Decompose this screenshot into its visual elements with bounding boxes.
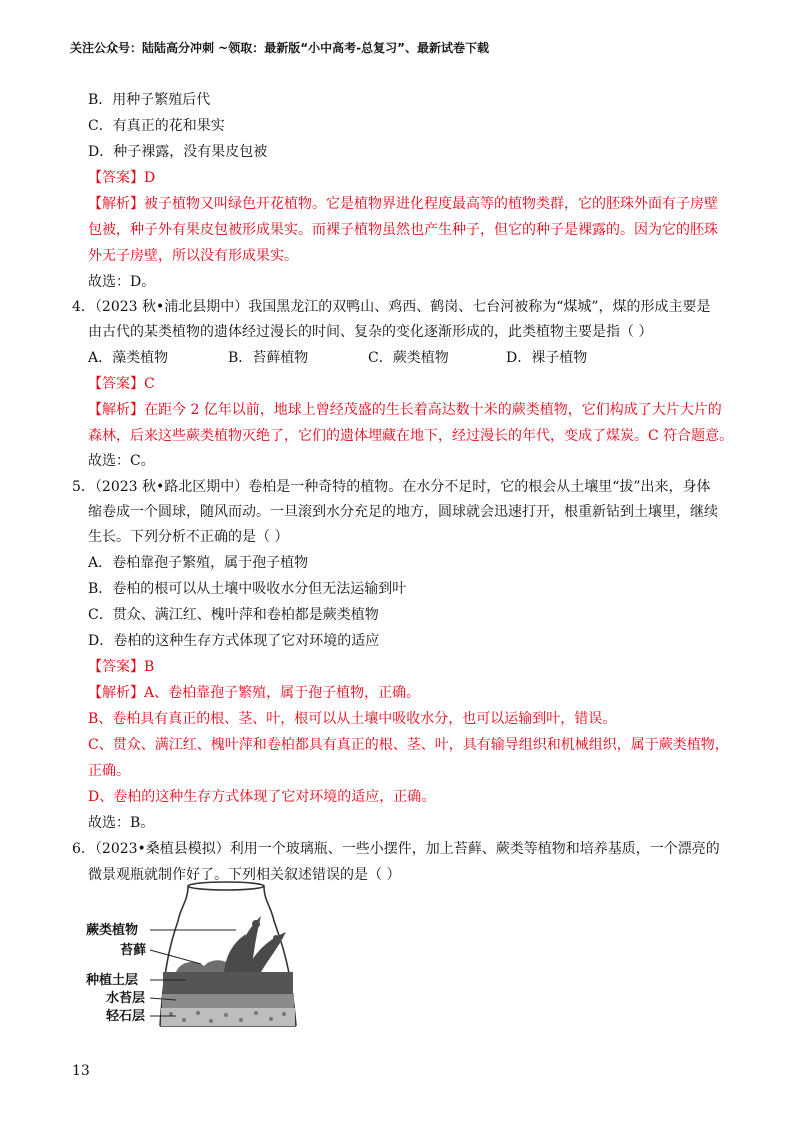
label-moss: 苔藓 <box>120 943 147 958</box>
q5-analysis-line: 正确。 <box>88 763 130 779</box>
q3-option-d: D．种子裸露，没有果皮包被 <box>88 144 268 160</box>
q5-analysis-line: 【解析】A、卷柏靠孢子繁殖，属于孢子植物，正确。 <box>88 685 421 701</box>
gravel-layer <box>161 1008 295 1026</box>
q6-stem-line: 6．（2023•桑植县模拟）利用一个玻璃瓶、一些小摆件，加上苔藓、蕨类等植物和培养基质，一个漂亮的 <box>72 841 720 857</box>
q4-choose: 故选：C。 <box>88 453 155 469</box>
q5-option-b: B．卷柏的根可以从土壤中吸收水分但无法运输到叶 <box>88 581 407 597</box>
q4-option-b: B．苔藓植物 <box>228 350 309 366</box>
sphagnum-layer <box>162 994 294 1008</box>
q4-analysis-line: 森林，后来这些蕨类植物灭绝了，它们的遗体埋藏在地下，经过漫长的年代，变成了煤炭。C 符合题意。 <box>88 428 734 444</box>
q5-analysis-line: D、卷柏的这种生存方式体现了它对环境的适应，正确。 <box>88 789 436 805</box>
fern-plant <box>224 916 286 972</box>
label-fern: 蕨类植物 <box>86 923 139 938</box>
q3-analysis-line: 【解析】被子植物又叫绿色开花植物。它是植物界进化程度最高等的植物类群，它的胚珠外面有子房壁 <box>88 196 718 212</box>
q5-option-a: A．卷柏靠孢子繁殖，属于孢子植物 <box>88 555 309 571</box>
terrarium-figure <box>86 876 336 1036</box>
q5-choose: 故选：B。 <box>88 815 155 831</box>
page-number: 13 <box>72 1063 90 1079</box>
q5-analysis-line: B、卷柏具有真正的根、茎、叶，根可以从土壤中吸收水分，也可以运输到叶，错误。 <box>88 711 617 727</box>
q3-option-b: B．用种子繁殖后代 <box>88 92 211 108</box>
q4-option-d: D．裸子植物 <box>506 350 588 366</box>
q5-analysis-line: C、贯众、满江红、槐叶萍和卷柏都具有真正的根、茎、叶，具有输导组织和机械组织，属于蕨类植物， <box>88 737 729 753</box>
label-sphagnum: 水苔层 <box>106 991 146 1006</box>
q4-option-c: C．蕨类植物 <box>368 350 449 366</box>
q3-choose: 故选：D。 <box>88 274 156 290</box>
label-soil: 种植土层 <box>86 973 139 988</box>
q5-option-c: C．贯众、满江红、槐叶萍和卷柏都是蕨类植物 <box>88 607 379 623</box>
q5-stem-line: 生长。下列分析不正确的是（ ） <box>88 529 289 545</box>
q5-answer: 【答案】B <box>88 659 155 675</box>
q3-analysis-line: 外无子房壁，所以没有形成果实。 <box>88 248 298 264</box>
q5-stem-line: 5．（2023 秋•路北区期中）卷柏是一种奇特的植物。在水分不足时，它的根会从土壤里“拔”出来，身体 <box>72 479 711 495</box>
q4-option-a: A．藻类植物 <box>88 350 169 366</box>
soil-layer <box>163 972 293 994</box>
q5-stem-line: 缩卷成一个圆球，随风而动。一旦滚到水分充足的地方，圆球就会迅速打开，根重新钻到土壤里，继续 <box>88 504 718 520</box>
label-gravel: 轻石层 <box>106 1009 146 1024</box>
page-header: 关注公众号：陆陆高分冲刺 ~领取：最新版“小中高考-总复习”、最新试卷下载 <box>70 41 489 55</box>
q6-stem-line: 微景观瓶就制作好了。下列相关叙述错误的是（ ） <box>88 867 401 883</box>
q4-answer: 【答案】C <box>88 376 155 392</box>
q3-analysis-line: 包被，种子外有果皮包被形成果实。而裸子植物虽然也产生种子，但它的种子是裸露的。因为它的胚珠 <box>88 222 718 238</box>
q4-stem-line: 4．（2023 秋•浦北县期中）我国黑龙江的双鸭山、鸡西、鹤岗、七台河被称为“煤城”，煤的形成主要是 <box>72 299 711 315</box>
q3-option-c: C．有真正的花和果实 <box>88 118 225 134</box>
q5-option-d: D．卷柏的这种生存方式体现了它对环境的适应 <box>88 633 380 649</box>
q3-answer: 【答案】D <box>88 170 156 186</box>
q4-stem-line: 由古代的某类植物的遗体经过漫长的时间、复杂的变化逐渐形成的，此类植物主要是指（ ） <box>88 324 653 340</box>
q4-analysis-line: 【解析】在距今 2 亿年以前，地球上曾经茂盛的生长着高达数十米的蕨类植物，它们构成了大片大片的 <box>88 402 722 418</box>
